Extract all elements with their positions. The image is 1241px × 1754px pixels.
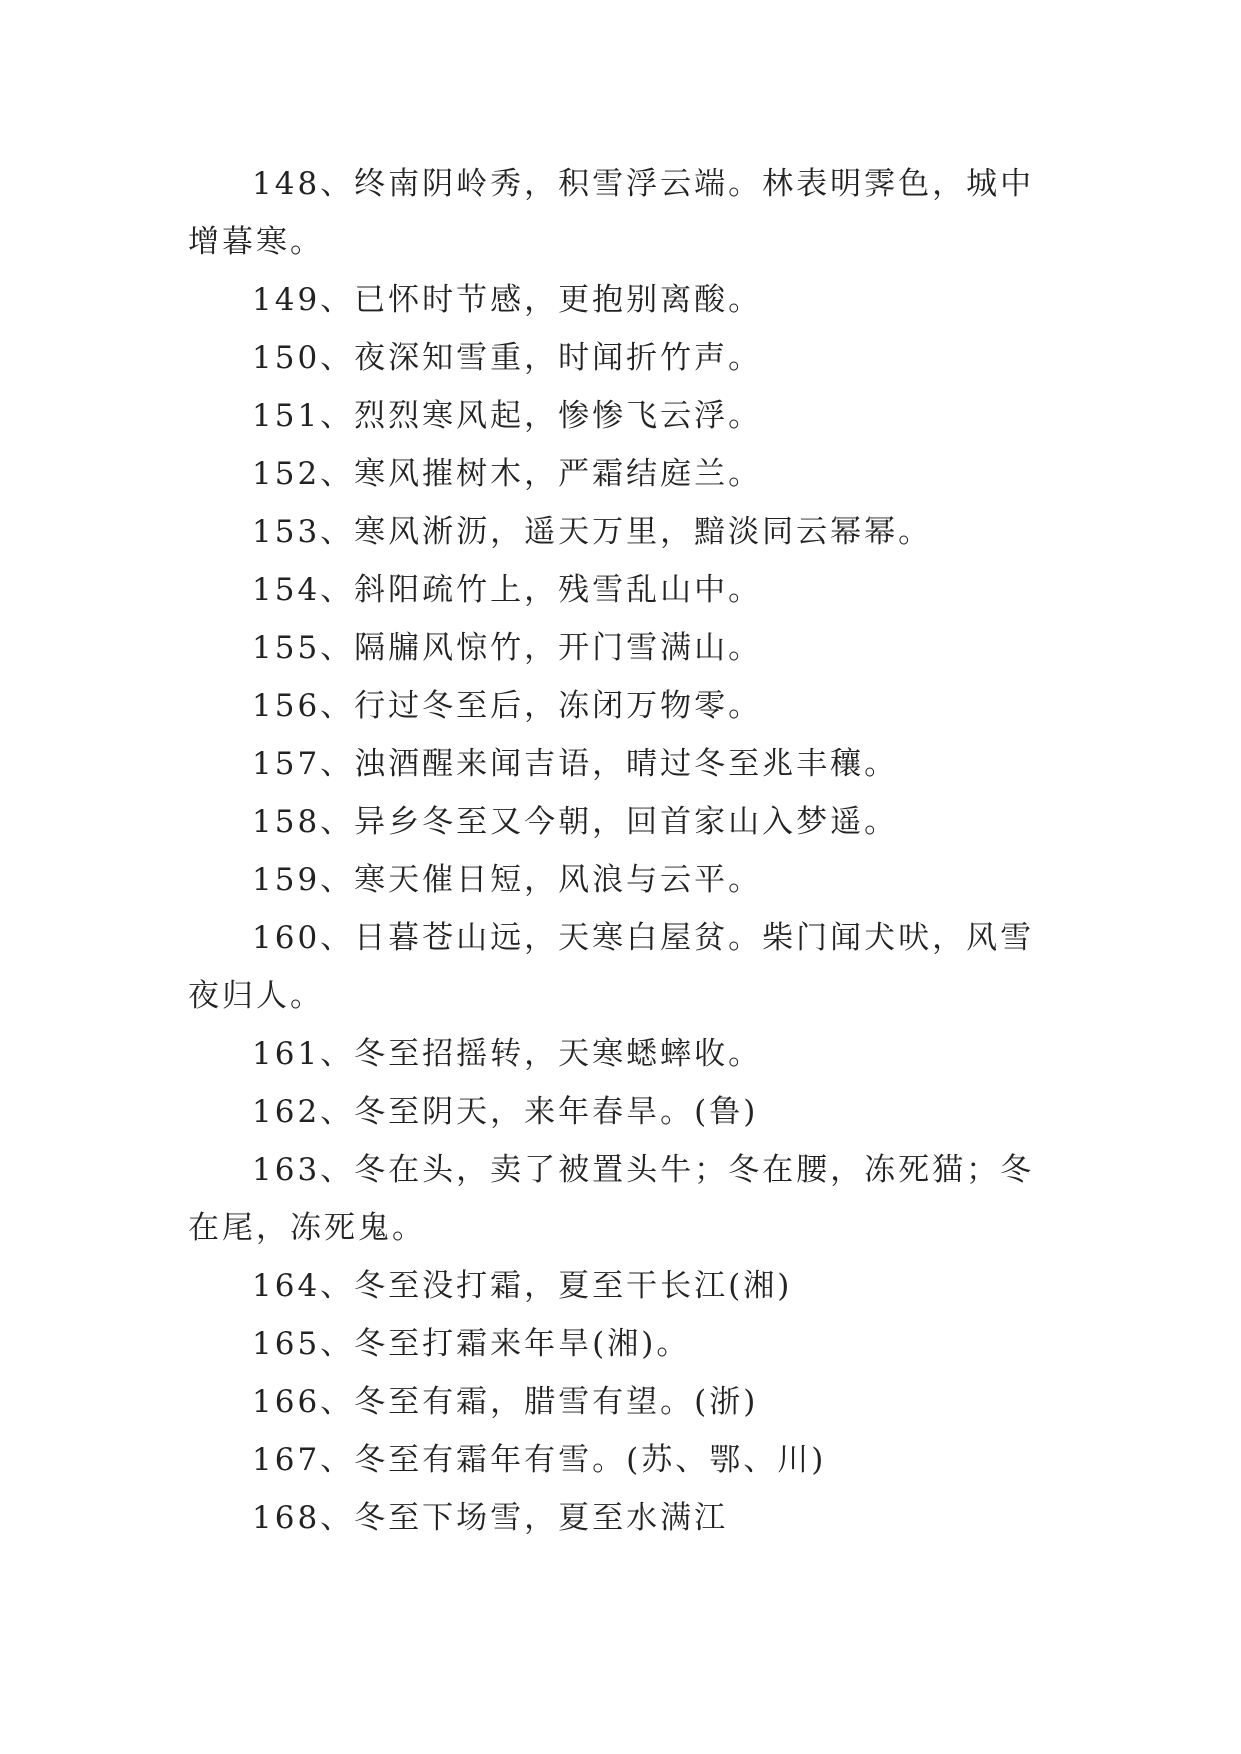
paragraph: 153、寒风淅沥，遥天万里，黯淡同云幂幂。 (252, 514, 933, 550)
paragraph: 148、终南阴岭秀，积雪浮云端。林表明霁色，城中增暮寒。 (188, 166, 1035, 260)
paragraph: 164、冬至没打霜，夏至干长江(湘) (252, 1268, 793, 1304)
paragraph: 157、浊酒醒来闻吉语，晴过冬至兆丰穰。 (252, 746, 899, 782)
paragraph: 168、冬至下场雪，夏至水满江 (252, 1500, 729, 1536)
paragraph: 167、冬至有霜年有雪。(苏、鄂、川) (252, 1442, 827, 1478)
paragraph: 161、冬至招摇转，天寒蟋蟀收。 (252, 1036, 763, 1072)
paragraph: 166、冬至有霜，腊雪有望。(浙) (252, 1384, 759, 1420)
paragraph: 159、寒天催日短，风浪与云平。 (252, 862, 763, 898)
paragraph: 154、斜阳疏竹上，残雪乱山中。 (252, 572, 763, 608)
paragraph: 155、隔牖风惊竹，开门雪满山。 (252, 630, 763, 666)
document-body (188, 155, 1054, 1547)
paragraph: 149、已怀时节感，更抱别离酸。 (252, 282, 763, 318)
paragraph: 160、日暮苍山远，天寒白屋贫。柴门闻犬吠，风雪夜归人。 (188, 920, 1035, 1014)
paragraph: 162、冬至阴天，来年春旱。(鲁) (252, 1094, 759, 1130)
paragraph: 152、寒风摧树木，严霜结庭兰。 (252, 456, 763, 492)
paragraph: 151、烈烈寒风起，惨惨飞云浮。 (252, 398, 763, 434)
paragraph: 163、冬在头，卖了被置头牛；冬在腰，冻死猫；冬在尾，冻死鬼。 (188, 1152, 1035, 1246)
paragraph: 158、异乡冬至又今朝，回首家山入梦遥。 (252, 804, 899, 840)
paragraph: 156、行过冬至后，冻闭万物零。 (252, 688, 763, 724)
paragraph: 150、夜深知雪重，时闻折竹声。 (252, 340, 763, 376)
paragraph: 165、冬至打霜来年旱(湘)。 (252, 1326, 691, 1362)
